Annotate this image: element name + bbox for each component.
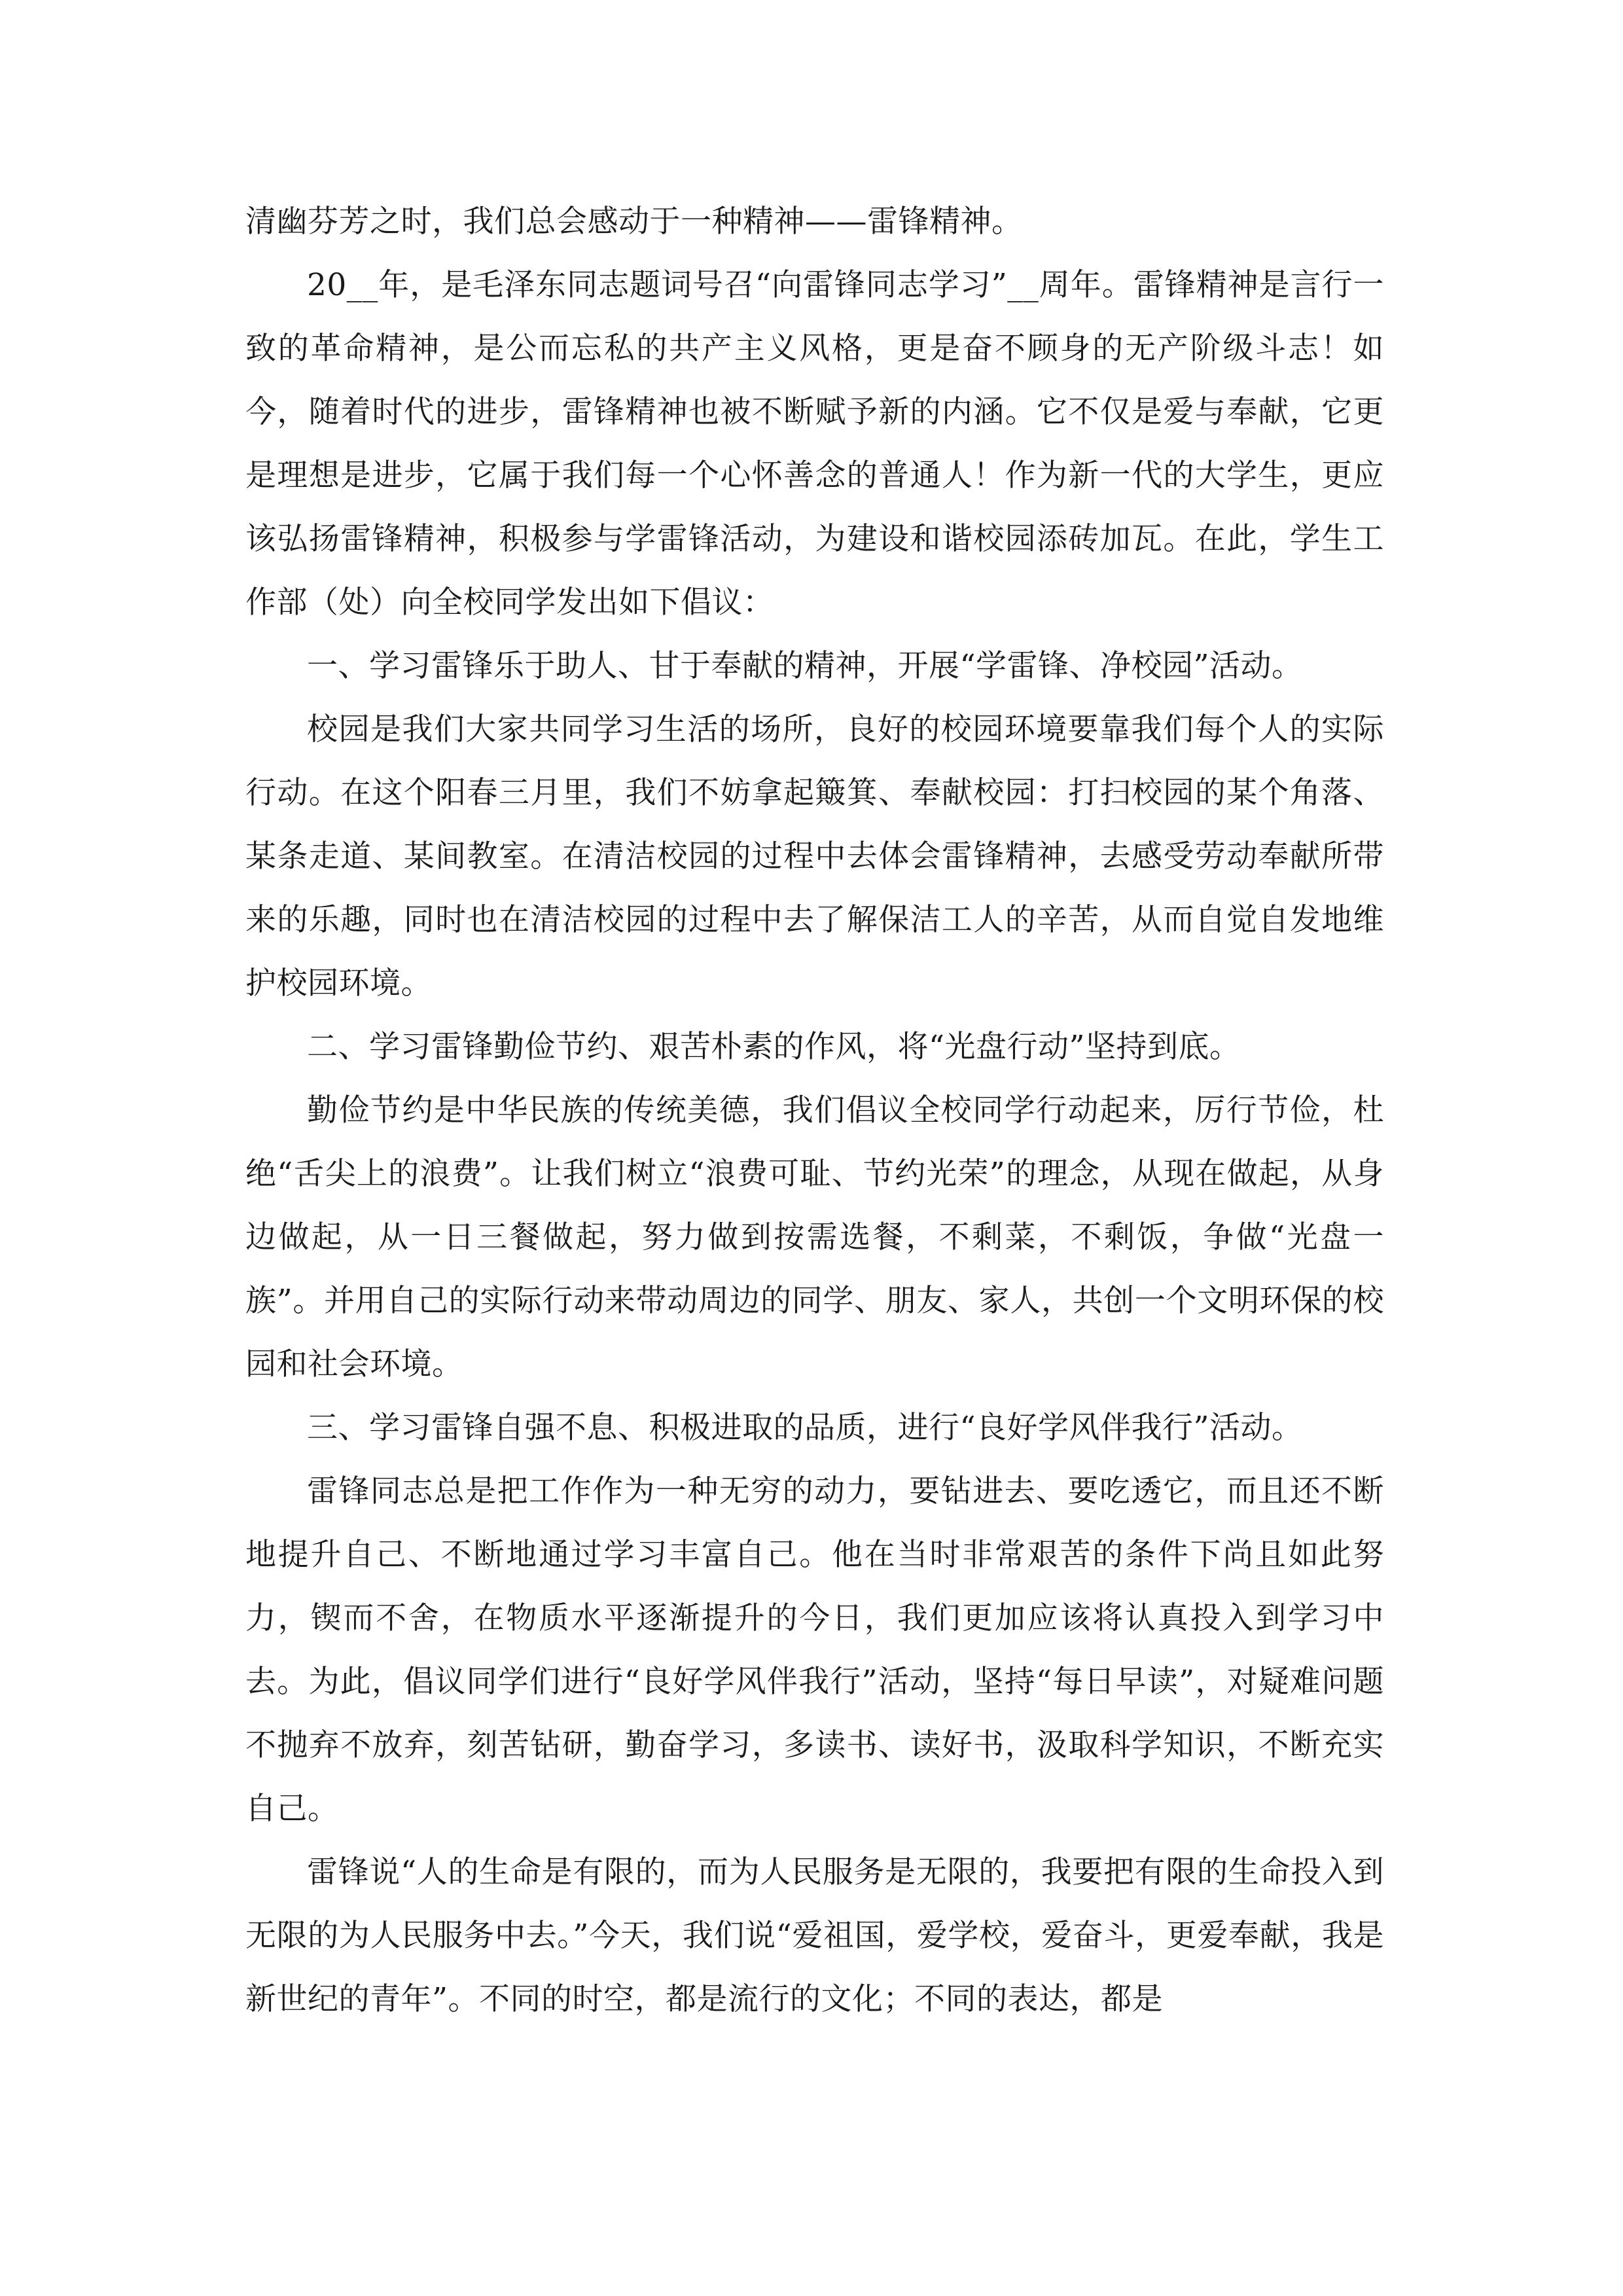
- paragraph-6: 勤俭节约是中华民族的传统美德，我们倡议全校同学行动起来，厉行节俭，杜绝“舌尖上的浪费”。让我们树立“浪费可耻、节约光荣”的理念，从现在做起，从身边做起，从一日三餐做起，努力做到按需选餐，不剩菜，不剩饭，争做“光盘一族”。并用自己的实际行动来带动周边的同学、朋友、家人，共创一个文明环保的校园和社会环境。: [245, 1092, 1384, 1382]
- paragraph-2: 20__年，是毛泽东同志题词号召“向雷锋同志学习”__周年。雷锋精神是言行一致的革命精神，是公而忘私的共产主义风格，更是奋不顾身的无产阶级斗志！如今，随着时代的进步，雷锋精神也被不断赋予新的内涵。它不仅是爱与奉献，它更是理想是进步，它属于我们每一个心怀善念的普通人！作为新一代的大学生，更应该弘扬雷锋精神，积极参与学雷锋活动，为建设和谐校园添砖加瓦。在此，学生工作部（处）向全校同学发出如下倡议：: [245, 267, 1384, 620]
- paragraph-3-heading-one: 一、学习雷锋乐于助人、甘于奉献的精神，开展“学雷锋、净校园”活动。: [307, 648, 1303, 684]
- paragraph-9: 雷锋说“人的生命是有限的，而为人民服务是无限的，我要把有限的生命投入到无限的为人民服务中去。”今天，我们说“爱祖国，爱学校，爱奋斗，更爱奉献，我是新世纪的青年”。不同的时空，都是流行的文化；不同的表达，都是: [245, 1854, 1384, 2017]
- paragraph-7-heading-three: 三、学习雷锋自强不息、积极进取的品质，进行“良好学风伴我行”活动。: [307, 1410, 1303, 1446]
- paragraph-8: 雷锋同志总是把工作作为一种无穷的动力，要钻进去、要吃透它，而且还不断地提升自己、不断地通过学习丰富自己。他在当时非常艰苦的条件下尚且如此努力，锲而不舍，在物质水平逐渐提升的今日，我们更加应该将认真投入到学习中去。为此，倡议同学们进行“良好学风伴我行”活动，坚持“每日早读”，对疑难问题不抛弃不放弃，刻苦钻研，勤奋学习，多读书、读好书，汲取科学知识，不断充实自己。: [245, 1473, 1384, 1827]
- paragraph-1: 清幽芬芳之时，我们总会感动于一种精神——雷锋精神。: [245, 204, 1023, 240]
- paragraph-4: 校园是我们大家共同学习生活的场所，良好的校园环境要靠我们每个人的实际行动。在这个阳春三月里，我们不妨拿起簸箕、奉献校园：打扫校园的某个角落、某条走道、某间教室。在清洁校园的过程中去体会雷锋精神，去感受劳动奉献所带来的乐趣，同时也在清洁校园的过程中去了解保洁工人的辛苦，从而自觉自发地维护校园环境。: [245, 711, 1384, 1001]
- paragraph-5-heading-two: 二、学习雷锋勤俭节约、艰苦朴素的作风，将“光盘行动”坚持到底。: [307, 1029, 1241, 1065]
- body-text: [245, 190, 1384, 2031]
